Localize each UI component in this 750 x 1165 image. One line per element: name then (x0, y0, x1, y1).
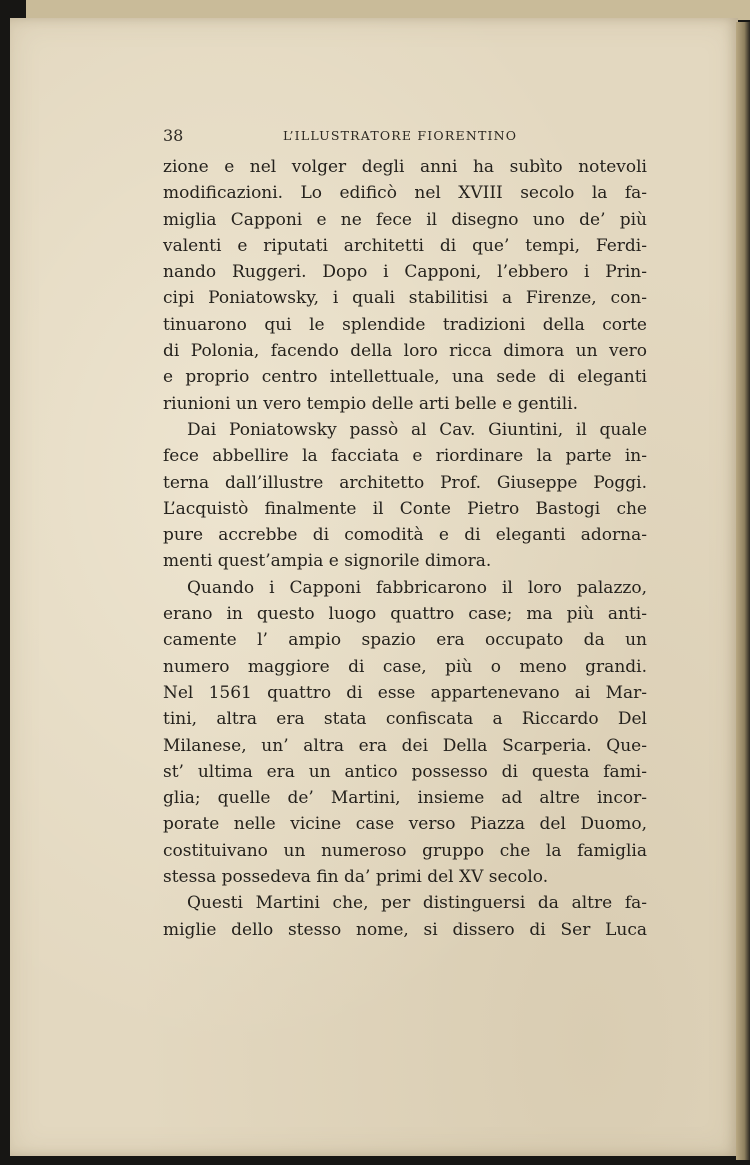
text-line: miglie dello stesso nome, si dissero di Ser Luca (163, 919, 647, 940)
text-line: modificazioni. Lo edificò nel XVIII secolo la fa- (163, 183, 647, 204)
text-line: camente l’ ampio spazio era occupato da un (163, 630, 647, 651)
text-line: menti quest’ampia e signorile dimora. (163, 551, 492, 572)
text-line: tini, altra era stata confiscata a Riccardo Del (163, 709, 647, 730)
text-line: L’acquistò finalmente il Conte Pietro Bastogi che (163, 498, 647, 519)
text-line: glia; quelle de’ Martini, insieme ad altre incor- (163, 788, 647, 809)
text-line: Dai Poniatowsky passò al Cav. Giuntini, il quale (187, 419, 647, 440)
text-line: erano in questo luogo quattro case; ma più anti- (163, 604, 647, 625)
text-line: zione e nel volger degli anni ha subìto notevoli (163, 157, 647, 177)
text-line: fece abbellire la facciata e riordinare la parte in- (163, 446, 647, 467)
body-text (163, 154, 647, 943)
text-line: st’ ultima era un antico possesso di questa fami- (163, 761, 647, 782)
page-right-edge (736, 22, 750, 1160)
running-title: L’ILLUSTRATORE FIORENTINO (283, 128, 518, 143)
text-line: e proprio centro intellettuale, una sede di eleganti (163, 367, 647, 388)
running-header (163, 126, 643, 148)
text-line: cipi Poniatowsky, i quali stabilitisi a Firenze, con- (163, 288, 647, 309)
text-line: costituivano un numeroso gruppo che la famiglia (163, 840, 647, 861)
text-line: tinuarono qui le splendide tradizioni della corte (163, 314, 647, 335)
text-line: Questi Martini che, per distinguersi da altre fa- (187, 893, 647, 914)
page-number: 38 (163, 126, 184, 145)
text-line: stessa possedeva fin da’ primi del XV secolo. (163, 867, 549, 888)
text-line: di Polonia, facendo della loro ricca dimora un vero (163, 341, 647, 362)
text-line: terna dall’illustre architetto Prof. Giuseppe Poggi. (163, 472, 647, 493)
text-line: Milanese, un’ altra era dei Della Scarperia. Que- (163, 735, 647, 756)
text-line: numero maggiore di case, più o meno grandi. (163, 656, 647, 677)
text-line: riunioni un vero tempio delle arti belle e gentili. (163, 393, 579, 414)
text-line: miglia Capponi e ne fece il disegno uno de’ più (163, 209, 647, 230)
text-line: pure accrebbe di comodità e di eleganti adorna- (163, 525, 647, 546)
text-line: valenti e riputati architetti di que’ tempi, Ferdi- (163, 235, 647, 256)
text-line: Quando i Capponi fabbricarono il loro palazzo, (187, 577, 647, 598)
text-line: Nel 1561 quattro di esse appartenevano ai Mar- (163, 682, 647, 703)
text-line: nando Ruggeri. Dopo i Capponi, l’ebbero i Prin- (163, 262, 647, 283)
text-line: porate nelle vicine case verso Piazza del Duomo, (163, 814, 647, 835)
back-page-edge (26, 0, 750, 20)
